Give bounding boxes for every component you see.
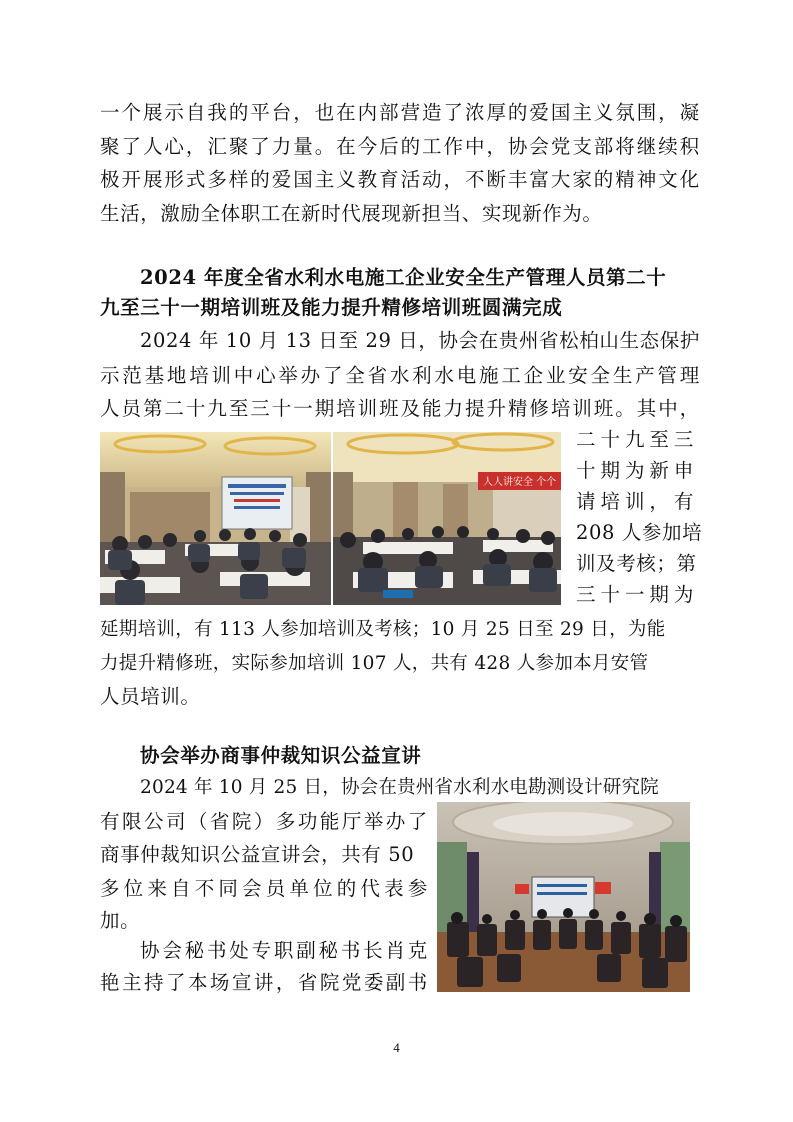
training-photo-1 [100,432,331,605]
section1-side-line-5: 训及考核；第 [576,552,697,575]
section1-body-line-3: 人 员 第 二 十 九 至 三 十 一 期 培 训 班 及 能 力 提 升 精 修 培 训 班 。 其 中 ， [100,397,700,420]
section1-side-line-4: 208 人参加培 [576,521,703,544]
intro-line-2: 聚 了 人 心 ， 汇 聚 了 力 量 。 在 今 后 的 工 作 中 ， 协 会 党 支 部 将 继 续 积 [100,135,700,158]
section1-tail-line-1: 延期培训，有 113 人参加培训及考核；10 月 25 日至 29 日，为能 [100,619,666,640]
section1-tail-line-2: 力提升精修班，实际参加培训 107 人，共有 428 人参加本月安管 [100,653,649,674]
intro-line-3: 极 开 展 形 式 多 样 的 爱 国 主 义 教 育 活 动 ， 不 断 丰 富 大 家 的 精 神 文 化 [100,168,700,191]
section2-side-line-2: 商事仲裁知识公益宣讲会，共有 50 [100,843,415,866]
intro-line-4: 生活，激励全体职工在新时代展现新担当、实现新作为。 [100,202,603,225]
section1-side-line-2: 十 期 为 新 申 [576,459,694,482]
section1-side-line-6: 三 十 一 期 为 [576,583,694,606]
section2-side-line-6: 艳 主 持 了 本 场 宣 讲 ， 省 院 党 委 副 书 [100,971,428,994]
banner-text: 人人讲安全 个个 [483,477,557,488]
section1-body-line-1: 2 0 2 4 年 1 0 月 1 3 日 至 2 9 日 ， 协 会 在 贵 州 省 松 柏 山 生 态 保 护 [140,329,700,352]
section1-side-line-1: 二 十 九 至 三 [576,428,694,451]
section2-side-line-1: 有 限 公 司 （ 省 院 ） 多 功 能 厅 举 办 了 [100,810,428,833]
section2-side-line-3: 多 位 来 自 不 同 会 员 单 位 的 代 表 参 [100,877,428,900]
lecture-photo [437,802,690,992]
section1-title-line-1: 2024 年度全省水利水电施工企业安全生产管理人员第二十 [140,266,667,289]
section1-body-line-2: 示 范 基 地 培 训 中 心 举 办 了 全 省 水 利 水 电 施 工 企 业 安 全 生 产 管 理 [100,364,700,387]
intro-line-1: 一 个 展 示 自 我 的 平 台 ， 也 在 内 部 营 造 了 浓 厚 的 爱 国 主 义 氛 围 ， 凝 [100,101,700,124]
training-photo-2 [333,432,561,605]
section2-title: 协会举办商事仲裁知识公益宣讲 [140,744,422,767]
section1-side-line-3: 请 培 训 ， 有 [576,490,694,513]
section2-side-line-5: 协 会 秘 书 处 专 职 副 秘 书 长 肖 克 [140,939,428,962]
section1-title-line-2: 九至三十一期培训班及能力提升精修培训班圆满完成 [100,296,563,319]
page-number: 4 [393,1040,400,1055]
section2-body-line-1: 2024 年 10 月 25 日，协会在贵州省水利水电勘测设计研究院 [140,777,659,798]
section2-side-line-4: 加。 [100,909,141,932]
section1-tail-line-3: 人员培训。 [100,685,201,708]
